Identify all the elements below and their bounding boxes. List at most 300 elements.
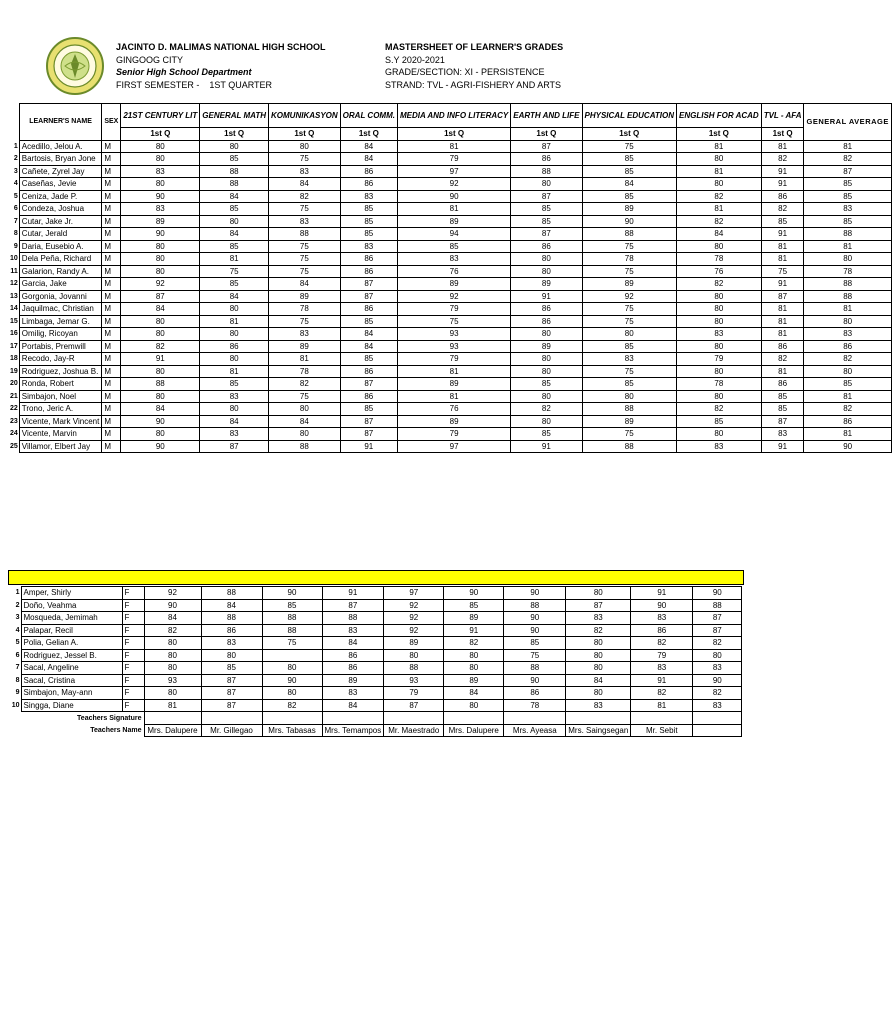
grade-cell: 79 <box>397 153 510 166</box>
learner-name: Palapar, Recil <box>21 624 122 637</box>
grade-cell: 85 <box>201 662 262 675</box>
grade-cell: 86 <box>631 624 693 637</box>
learner-sex: M <box>102 240 121 253</box>
grade-cell: 80 <box>677 428 762 441</box>
row-number: 2 <box>15 601 20 609</box>
row-number: 13 <box>10 292 18 300</box>
row-number: 10 <box>11 701 20 709</box>
grade-cell: 82 <box>677 278 762 291</box>
grade-cell: 91 <box>121 353 200 366</box>
subject-header: 21ST CENTURY LIT <box>121 104 200 128</box>
grade-cell: 89 <box>397 215 510 228</box>
grade-cell: 83 <box>677 328 762 341</box>
grade-cell: 87 <box>201 674 262 687</box>
grade-cell: 85 <box>200 240 269 253</box>
signature-cell <box>566 712 631 725</box>
grade-cell: 93 <box>144 674 201 687</box>
grade-cell: 83 <box>269 215 341 228</box>
grade-cell: 81 <box>761 365 804 378</box>
student-row <box>8 328 891 341</box>
general-average-cell: 88 <box>804 228 891 241</box>
learner-sex: M <box>102 215 121 228</box>
grade-cell: 80 <box>511 265 582 278</box>
grade-cell: 80 <box>677 178 762 191</box>
student-row <box>8 637 742 650</box>
grade-cell: 97 <box>397 165 510 178</box>
grade-cell: 90 <box>582 215 677 228</box>
learner-sex: M <box>102 390 121 403</box>
student-row <box>8 378 891 391</box>
grade-cell: 80 <box>269 428 341 441</box>
teacher-name-label: Teachers Name <box>90 726 142 734</box>
grade-cell: 91 <box>340 440 397 453</box>
grade-cell: 83 <box>269 165 341 178</box>
learner-sex: M <box>102 328 121 341</box>
student-row <box>8 415 891 428</box>
semester: FIRST SEMESTER - 1ST QUARTER <box>116 79 273 90</box>
grade-cell: 81 <box>677 165 762 178</box>
learner-name: Cutar, Jerald <box>19 228 102 241</box>
grade-cell: 91 <box>761 228 804 241</box>
grade-cell: 88 <box>511 165 582 178</box>
learner-sex: M <box>102 203 121 216</box>
grade-cell: 89 <box>121 215 200 228</box>
grade-cell: 75 <box>269 265 341 278</box>
grade-cell: 86 <box>340 253 397 266</box>
grade-cell: 87 <box>761 290 804 303</box>
grade-cell: 83 <box>582 353 677 366</box>
grade-cell: 85 <box>340 403 397 416</box>
grade-cell: 80 <box>384 649 444 662</box>
learner-sex: F <box>122 637 144 650</box>
grade-cell: 85 <box>677 415 762 428</box>
grade-cell: 89 <box>322 674 384 687</box>
grade-cell: 81 <box>761 328 804 341</box>
learner-sex: M <box>102 315 121 328</box>
grade-cell: 91 <box>631 674 693 687</box>
grade-cell: 84 <box>144 612 201 625</box>
learner-sex: F <box>122 587 144 600</box>
grade-cell: 81 <box>761 315 804 328</box>
student-row <box>8 403 891 416</box>
grade-cell: 88 <box>582 403 677 416</box>
grade-cell: 86 <box>201 624 262 637</box>
grade-cell: 83 <box>761 428 804 441</box>
grade-cell: 87 <box>511 190 582 203</box>
grade-cell: 82 <box>566 624 631 637</box>
grade-cell: 84 <box>200 228 269 241</box>
grade-cell: 87 <box>566 599 631 612</box>
grade-cell: 84 <box>269 178 341 191</box>
general-average-cell: 80 <box>804 315 891 328</box>
row-number: 17 <box>10 342 18 350</box>
learner-name-header: LEARNER'S NAME <box>19 104 102 141</box>
grade-cell: 80 <box>511 253 582 266</box>
grade-cell: 82 <box>761 353 804 366</box>
grade-cell: 90 <box>444 587 504 600</box>
grade-cell: 75 <box>504 649 566 662</box>
grade-cell: 84 <box>269 415 341 428</box>
learner-name: Simbajon, May-ann <box>21 687 122 700</box>
grade-cell: 80 <box>121 315 200 328</box>
grade-cell: 88 <box>200 178 269 191</box>
grade-cell: 87 <box>340 428 397 441</box>
grade-cell: 80 <box>444 662 504 675</box>
grade-cell: 85 <box>340 228 397 241</box>
grade-cell: 91 <box>322 587 384 600</box>
grade-cell: 75 <box>269 253 341 266</box>
general-average-cell: 83 <box>804 328 891 341</box>
grade-cell: 89 <box>397 378 510 391</box>
grade-cell: 89 <box>269 340 341 353</box>
student-row <box>8 153 891 166</box>
general-average-cell: 81 <box>804 428 891 441</box>
grade-cell: 80 <box>677 365 762 378</box>
grade-cell: 93 <box>397 328 510 341</box>
grade-cell: 82 <box>677 215 762 228</box>
grade-cell: 93 <box>384 674 444 687</box>
grade-cell: 90 <box>504 624 566 637</box>
general-average-cell: 83 <box>693 662 742 675</box>
grade-cell: 85 <box>444 599 504 612</box>
grade-cell: 92 <box>121 278 200 291</box>
learner-name: Daria, Eusebio A. <box>19 240 102 253</box>
grade-cell: 83 <box>566 612 631 625</box>
grade-cell: 78 <box>269 303 341 316</box>
quarter-header: 1st Q <box>200 128 269 141</box>
subject-header: GENERAL MATH <box>200 104 269 128</box>
grade-cell: 81 <box>397 140 510 153</box>
row-number: 5 <box>13 192 18 200</box>
grade-cell: 83 <box>397 253 510 266</box>
grade-cell: 86 <box>340 178 397 191</box>
learner-name: Sacal, Cristina <box>21 674 122 687</box>
row-number: 15 <box>10 317 18 325</box>
grade-cell: 80 <box>121 178 200 191</box>
grade-cell: 82 <box>631 687 693 700</box>
learner-sex: M <box>102 178 121 191</box>
grade-cell: 83 <box>121 165 200 178</box>
grade-cell: 88 <box>200 165 269 178</box>
grade-cell: 85 <box>504 637 566 650</box>
grade-cell: 80 <box>121 428 200 441</box>
grade-cell: 91 <box>444 624 504 637</box>
grade-cell: 88 <box>269 228 341 241</box>
grade-cell: 78 <box>504 699 566 712</box>
learner-name: Villamor, Elbert Jay <box>19 440 102 453</box>
grade-cell: 75 <box>761 265 804 278</box>
grade-cell: 89 <box>397 278 510 291</box>
grade-cell: 82 <box>269 378 341 391</box>
signature-cell <box>144 712 201 725</box>
row-number: 8 <box>13 230 18 238</box>
signature-cell <box>384 712 444 725</box>
learner-name: Ronda, Robert <box>19 378 102 391</box>
student-row <box>8 674 742 687</box>
grade-cell: 76 <box>397 265 510 278</box>
grade-cell: 85 <box>200 278 269 291</box>
grade-cell: 79 <box>397 428 510 441</box>
teacher-signature-row <box>8 712 742 725</box>
grade-cell: 91 <box>761 165 804 178</box>
grade-cell: 80 <box>121 153 200 166</box>
learner-name: Portabis, Premwill <box>19 340 102 353</box>
grade-cell: 80 <box>566 637 631 650</box>
general-average-cell: 81 <box>804 390 891 403</box>
row-number: 9 <box>13 242 18 250</box>
grade-cell: 85 <box>511 428 582 441</box>
grade-cell: 88 <box>262 624 322 637</box>
row-number: 18 <box>10 355 18 363</box>
row-number: 22 <box>10 405 18 413</box>
learner-sex: F <box>122 699 144 712</box>
general-average-cell: 82 <box>693 637 742 650</box>
row-number: 20 <box>10 380 18 388</box>
learner-name: Doño, Veahma <box>21 599 122 612</box>
learner-name: Simbajon, Noel <box>19 390 102 403</box>
general-average-cell: 85 <box>804 378 891 391</box>
blank-cell <box>8 128 19 141</box>
grade-cell: 85 <box>761 390 804 403</box>
row-number: 3 <box>15 614 20 622</box>
teacher-name-cell: Mrs. Dalupere <box>444 724 504 737</box>
learner-name: Sacal, Angeline <box>21 662 122 675</box>
grade-cell: 81 <box>200 253 269 266</box>
signature-cell <box>201 712 262 725</box>
grade-cell: 87 <box>340 415 397 428</box>
student-row <box>8 687 742 700</box>
grade-cell: 80 <box>200 140 269 153</box>
row-number: 25 <box>10 442 18 450</box>
department: Senior High School Department <box>116 67 252 77</box>
grade-cell: 80 <box>566 662 631 675</box>
grade-cell: 76 <box>677 265 762 278</box>
grade-cell: 85 <box>582 378 677 391</box>
learner-name: Dela Peña, Richard <box>19 253 102 266</box>
grade-cell: 86 <box>504 687 566 700</box>
learner-sex: F <box>122 649 144 662</box>
grade-cell: 91 <box>631 587 693 600</box>
grade-cell: 84 <box>200 190 269 203</box>
grade-cell: 85 <box>340 315 397 328</box>
grade-cell: 97 <box>384 587 444 600</box>
learner-name: Trono, Jeric A. <box>19 403 102 416</box>
grade-cell: 75 <box>269 240 341 253</box>
grade-cell: 80 <box>269 403 341 416</box>
teacher-name-cell <box>693 724 742 737</box>
grade-cell: 82 <box>761 203 804 216</box>
grade-cell: 86 <box>322 662 384 675</box>
grade-cell: 85 <box>200 203 269 216</box>
grade-cell: 80 <box>121 328 200 341</box>
grade-cell: 80 <box>511 328 582 341</box>
grade-cell: 89 <box>582 415 677 428</box>
grade-cell: 87 <box>322 599 384 612</box>
grade-cell: 83 <box>340 240 397 253</box>
learner-sex: M <box>102 290 121 303</box>
grade-cell: 85 <box>200 153 269 166</box>
grade-cell: 80 <box>566 587 631 600</box>
learner-name: Garcia, Jake <box>19 278 102 291</box>
grade-cell: 81 <box>677 140 762 153</box>
grade-cell: 84 <box>677 228 762 241</box>
learner-sex: F <box>122 687 144 700</box>
grade-cell: 84 <box>322 699 384 712</box>
grade-cell: 82 <box>262 699 322 712</box>
grade-cell: 83 <box>269 328 341 341</box>
grade-cell: 89 <box>511 340 582 353</box>
quarter-header: 1st Q <box>121 128 200 141</box>
grade-cell: 90 <box>144 599 201 612</box>
grade-cell: 85 <box>582 340 677 353</box>
general-average-cell: 78 <box>804 265 891 278</box>
grade-cell: 83 <box>200 428 269 441</box>
teacher-signature-label: Teachers Signature <box>77 714 142 722</box>
grade-cell: 97 <box>397 440 510 453</box>
grade-cell: 75 <box>582 140 677 153</box>
grade-cell: 75 <box>582 365 677 378</box>
grade-cell: 92 <box>397 290 510 303</box>
grade-cell: 80 <box>582 390 677 403</box>
grade-cell: 81 <box>200 315 269 328</box>
grade-cell: 92 <box>384 624 444 637</box>
row-number: 1 <box>15 589 20 597</box>
grade-cell: 84 <box>582 178 677 191</box>
learner-name: Vicente, Marvin <box>19 428 102 441</box>
grade-cell: 84 <box>444 687 504 700</box>
learner-sex: M <box>102 140 121 153</box>
row-number: 24 <box>10 430 18 438</box>
student-row <box>8 428 891 441</box>
student-row <box>8 649 742 662</box>
general-average-cell: 85 <box>804 190 891 203</box>
row-number: 3 <box>13 167 18 175</box>
general-average-cell: 81 <box>804 140 891 153</box>
learner-name: Polia, Gelian A. <box>21 637 122 650</box>
grade-cell: 85 <box>761 403 804 416</box>
grade-cell: 80 <box>677 340 762 353</box>
learner-name: Gorgonia, Jovanni <box>19 290 102 303</box>
subject-header: PHYSICAL EDUCATION <box>582 104 677 128</box>
row-number: 8 <box>15 676 20 684</box>
grade-cell: 85 <box>511 215 582 228</box>
learner-name: Jaquilmac, Christian <box>19 303 102 316</box>
row-number: 6 <box>13 205 18 213</box>
grade-cell: 80 <box>200 303 269 316</box>
grade-cell: 80 <box>444 649 504 662</box>
grade-cell: 89 <box>444 612 504 625</box>
signature-cell <box>262 712 322 725</box>
grade-cell: 85 <box>262 599 322 612</box>
grade-cell: 83 <box>631 662 693 675</box>
grade-cell: 84 <box>200 415 269 428</box>
grade-cell: 88 <box>504 662 566 675</box>
school-seal-logo <box>45 36 105 96</box>
grade-cell: 78 <box>677 378 762 391</box>
grade-cell: 92 <box>384 599 444 612</box>
grade-cell: 80 <box>511 178 582 191</box>
grade-cell: 84 <box>340 328 397 341</box>
grade-cell: 90 <box>504 587 566 600</box>
grade-cell: 82 <box>269 190 341 203</box>
quarter-header: 1st Q <box>677 128 762 141</box>
grade-cell: 86 <box>761 190 804 203</box>
student-row <box>8 365 891 378</box>
general-average-cell: 88 <box>693 599 742 612</box>
general-average-cell: 85 <box>804 178 891 191</box>
grade-cell: 81 <box>761 240 804 253</box>
signature-cell <box>631 712 693 725</box>
grade-cell: 91 <box>761 440 804 453</box>
grade-cell: 79 <box>631 649 693 662</box>
grade-cell: 87 <box>121 290 200 303</box>
subject-header-row <box>8 104 891 128</box>
learner-sex: M <box>102 403 121 416</box>
grade-cell: 89 <box>582 278 677 291</box>
grade-cell: 75 <box>582 428 677 441</box>
grade-cell: 80 <box>201 649 262 662</box>
row-number: 4 <box>13 180 18 188</box>
row-number: 2 <box>13 155 18 163</box>
general-average-cell: 86 <box>804 340 891 353</box>
teacher-name-cell: Mrs. Ayeasa <box>504 724 566 737</box>
grade-cell: 89 <box>269 290 341 303</box>
grade-cell: 82 <box>761 153 804 166</box>
grade-cell: 91 <box>511 290 582 303</box>
subject-header: MEDIA AND INFO LITERACY <box>397 104 510 128</box>
grade-cell: 81 <box>269 353 341 366</box>
grade-cell: 82 <box>444 637 504 650</box>
grade-cell: 89 <box>397 415 510 428</box>
grade-cell: 86 <box>511 240 582 253</box>
grade-cell: 82 <box>121 340 200 353</box>
grade-cell: 80 <box>121 240 200 253</box>
grade-cell: 82 <box>511 403 582 416</box>
grade-cell: 89 <box>511 278 582 291</box>
strand: STRAND: TVL - AGRI-FISHERY AND ARTS <box>385 79 562 90</box>
grade-cell: 83 <box>322 687 384 700</box>
student-row <box>8 165 891 178</box>
grade-cell: 81 <box>761 253 804 266</box>
row-number: 7 <box>15 664 20 672</box>
student-row <box>8 340 891 353</box>
grade-cell: 84 <box>566 674 631 687</box>
grade-cell: 80 <box>677 153 762 166</box>
grade-cell: 80 <box>269 140 341 153</box>
quarter-header: 1st Q <box>582 128 677 141</box>
grade-cell: 90 <box>121 228 200 241</box>
grade-cell: 84 <box>269 278 341 291</box>
grade-cell: 80 <box>511 390 582 403</box>
grade-cell: 86 <box>511 303 582 316</box>
grade-cell: 85 <box>761 215 804 228</box>
grade-cell: 87 <box>761 415 804 428</box>
grade-cell: 80 <box>677 390 762 403</box>
learner-sex: F <box>122 599 144 612</box>
grade-cell: 80 <box>200 353 269 366</box>
general-average-cell: 82 <box>693 687 742 700</box>
grade-cell: 80 <box>677 315 762 328</box>
grade-cell: 81 <box>631 699 693 712</box>
teacher-name-cell: Mrs. Tabasas <box>262 724 322 737</box>
student-row <box>8 440 891 453</box>
grade-cell: 85 <box>582 153 677 166</box>
grade-cell: 84 <box>200 290 269 303</box>
grade-cell: 87 <box>340 290 397 303</box>
grade-cell: 75 <box>269 315 341 328</box>
sex-header: SEX <box>102 104 121 141</box>
grade-cell: 75 <box>582 240 677 253</box>
